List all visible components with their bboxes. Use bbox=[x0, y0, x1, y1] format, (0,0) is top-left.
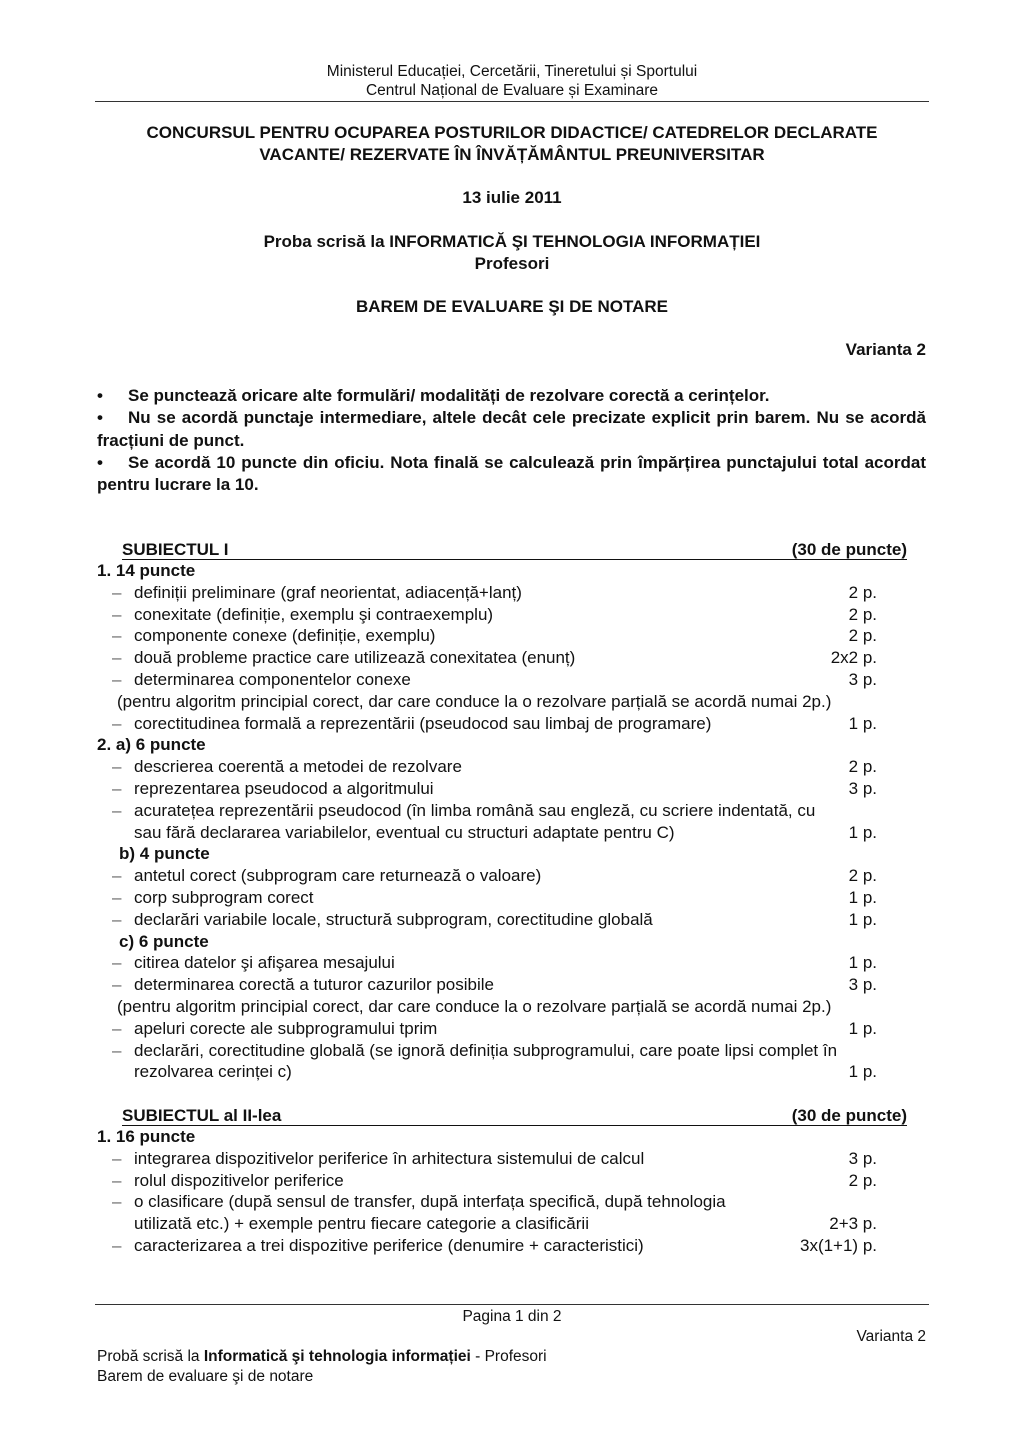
criterion-points: 3x(1+1) p. bbox=[799, 1235, 877, 1255]
scoring-item bbox=[97, 1061, 926, 1083]
criterion-points: 2 p. bbox=[848, 1170, 877, 1190]
criterion-text: citirea datelor şi afişarea mesajului bbox=[134, 953, 395, 973]
criterion-points: 2 p. bbox=[848, 626, 877, 646]
criterion-text: antetul corect (subprogram care returnează o valoare) bbox=[134, 866, 542, 886]
scoring-item bbox=[97, 778, 926, 800]
criterion-points: 3 p. bbox=[848, 669, 877, 689]
scoring-item bbox=[97, 669, 926, 691]
criterion-text: apeluri corecte ale subprogramului tprim bbox=[134, 1018, 438, 1038]
scoring-item bbox=[97, 756, 926, 778]
title-line-1: CONCURSUL PENTRU OCUPAREA POSTURILOR DIDACTICE/ CATEDRELOR DECLARATE bbox=[146, 123, 878, 142]
scoring-item bbox=[97, 1040, 926, 1062]
dash-bullet-icon: – bbox=[112, 1170, 122, 1190]
exam-date: 13 iulie 2011 bbox=[462, 188, 562, 207]
scoring-item bbox=[97, 974, 926, 996]
scoring-item bbox=[97, 1191, 926, 1213]
dash-bullet-icon: – bbox=[112, 669, 122, 689]
criterion-text: rezolvarea cerinței c) bbox=[134, 1062, 292, 1082]
criterion-points: 2 p. bbox=[848, 866, 877, 886]
criterion-points: 2x2 p. bbox=[830, 648, 877, 668]
criterion-text: corp subprogram corect bbox=[134, 887, 314, 907]
criterion-points: 3 p. bbox=[848, 778, 877, 798]
criterion-text: definiții preliminare (graf neorientat, adiacență+lanț) bbox=[134, 582, 522, 602]
criterion-points: 1 p. bbox=[848, 953, 877, 973]
scoring-note: (pentru algoritm principial corect, dar care conduce la o rezolvare parțială se acordă numai 2p.) bbox=[117, 996, 832, 1016]
exam-subject: Proba scrisă la INFORMATICĂ ŞI TEHNOLOGIA INFORMAȚIEI bbox=[263, 232, 761, 251]
title-line-2: VACANTE/ REZERVATE ÎN ÎNVĂȚĂMÂNTUL PREUNIVERSITAR bbox=[259, 145, 765, 164]
criterion-text: caracterizarea a trei dispozitive periferice (denumire + caracteristici) bbox=[134, 1235, 644, 1255]
section-subiectul-2 bbox=[97, 1105, 926, 1257]
footer-variant: Varianta 2 bbox=[856, 1328, 926, 1345]
dash-bullet-icon: – bbox=[112, 975, 122, 995]
section-title: SUBIECTUL al II-lea bbox=[122, 1106, 282, 1125]
dash-bullet-icon: – bbox=[112, 648, 122, 668]
criterion-text: conexitate (definiție, exemplu şi contraexemplu) bbox=[134, 604, 494, 624]
center-name: Centrul Național de Evaluare și Examinare bbox=[365, 82, 659, 99]
document-type: BAREM DE EVALUARE ŞI DE NOTARE bbox=[355, 297, 668, 316]
section-subiectul-1 bbox=[97, 539, 926, 1083]
criterion-text: utilizată etc.) + exemple pentru fiecare categorie a clasificării bbox=[134, 1214, 589, 1234]
criterion-points: 3 p. bbox=[848, 975, 877, 995]
footer-rule bbox=[95, 1304, 929, 1305]
dash-bullet-icon: – bbox=[112, 887, 122, 907]
criterion-text: componente conexe (definiție, exemplu) bbox=[134, 626, 436, 646]
ministry-name: Ministerul Educației, Cercetării, Tineretului și Sportului bbox=[326, 63, 698, 80]
criterion-points: 2+3 p. bbox=[829, 1214, 877, 1234]
item-heading: c) 6 puncte bbox=[119, 931, 209, 951]
criterion-points: 1 p. bbox=[848, 1062, 877, 1082]
exam-audience: Profesori bbox=[474, 254, 550, 273]
dash-bullet-icon: – bbox=[112, 604, 122, 624]
dash-bullet-icon: – bbox=[112, 800, 122, 820]
variant-label: Varianta 2 bbox=[845, 340, 926, 359]
section-heading bbox=[122, 1105, 907, 1126]
scoring-item bbox=[97, 1213, 926, 1235]
criterion-points: 1 p. bbox=[848, 822, 877, 842]
criterion-text: determinarea corectă a tuturor cazurilor posibile bbox=[134, 975, 495, 995]
dash-bullet-icon: – bbox=[112, 1235, 122, 1255]
footer-line-2: Barem de evaluare şi de notare bbox=[97, 1368, 314, 1385]
scoring-item bbox=[97, 1148, 926, 1170]
instruction-item: • Se acordă 10 puncte din oficiu. Nota finală se calculează prin împărțirea punctajului total acordat pentru lucrare la 10. bbox=[97, 452, 926, 495]
scoring-item bbox=[97, 909, 926, 931]
section-title: SUBIECTUL I bbox=[122, 540, 229, 559]
scoring-item bbox=[97, 822, 926, 844]
dash-bullet-icon: – bbox=[112, 582, 122, 602]
dash-bullet-icon: – bbox=[112, 909, 122, 929]
item-heading: b) 4 puncte bbox=[119, 844, 210, 864]
instructions-list bbox=[97, 385, 926, 496]
item-heading: 1. 14 puncte bbox=[97, 561, 196, 580]
header-rule bbox=[95, 101, 929, 102]
item-heading: 2. a) 6 puncte bbox=[97, 735, 206, 755]
dash-bullet-icon: – bbox=[112, 713, 122, 733]
criterion-points: 2 p. bbox=[848, 757, 877, 777]
scoring-item bbox=[97, 1170, 926, 1192]
instruction-item: • Nu se acordă punctaje intermediare, altele decât cele precizate explicit prin barem. Nu se acordă fracțiuni de punct. bbox=[97, 408, 926, 450]
criterion-text: determinarea componentelor conexe bbox=[134, 669, 411, 689]
criterion-text: rolul dispozitivelor periferice bbox=[134, 1170, 344, 1190]
section-heading bbox=[122, 539, 907, 560]
criterion-text: o clasificare (după sensul de transfer, după interfața specifică, după tehnologia bbox=[134, 1192, 726, 1212]
scoring-item bbox=[97, 800, 926, 822]
criterion-points: 1 p. bbox=[848, 1018, 877, 1038]
criterion-text: două probleme practice care utilizează conexitatea (enunț) bbox=[134, 648, 576, 668]
criterion-points: 2 p. bbox=[848, 582, 877, 602]
criterion-text: declarări, corectitudine globală (se ignoră definiția subprogramului, care poate lipsi complet în bbox=[134, 1040, 838, 1060]
scoring-item bbox=[97, 713, 926, 735]
instruction-item: • Se punctează oricare alte formulări/ modalități de rezolvare corectă a cerințelor. bbox=[97, 386, 770, 405]
footer-line-1: Probă scrisă la Informatică şi tehnologia informației - Profesori bbox=[97, 1348, 547, 1365]
criterion-text: declarări variabile locale, structură subprogram, corectitudine globală bbox=[134, 909, 653, 929]
scoring-item bbox=[97, 604, 926, 626]
dash-bullet-icon: – bbox=[112, 953, 122, 973]
dash-bullet-icon: – bbox=[112, 626, 122, 646]
dash-bullet-icon: – bbox=[112, 1192, 122, 1212]
scoring-item bbox=[97, 1235, 926, 1257]
criterion-text: acuratețea reprezentării pseudocod (în limba română sau engleză, cu scriere indentată, cu bbox=[134, 800, 816, 820]
criterion-points: 1 p. bbox=[848, 887, 877, 907]
scoring-item bbox=[97, 887, 926, 909]
scoring-note: (pentru algoritm principial corect, dar care conduce la o rezolvare parțială se acordă numai 2p.) bbox=[117, 691, 832, 711]
section-points: (30 de puncte) bbox=[791, 1106, 907, 1125]
criterion-points: 1 p. bbox=[848, 909, 877, 929]
scoring-item bbox=[97, 625, 926, 647]
dash-bullet-icon: – bbox=[112, 778, 122, 798]
scoring-item bbox=[97, 1018, 926, 1040]
criterion-text: descrierea coerentă a metodei de rezolvare bbox=[134, 757, 462, 777]
dash-bullet-icon: – bbox=[112, 1040, 122, 1060]
section-points: (30 de puncte) bbox=[791, 540, 907, 559]
criterion-points: 3 p. bbox=[848, 1148, 877, 1168]
criterion-points: 2 p. bbox=[848, 604, 877, 624]
dash-bullet-icon: – bbox=[112, 866, 122, 886]
scoring-item bbox=[97, 952, 926, 974]
criterion-text: sau fără declararea variabilelor, eventual cu structuri adaptate pentru C) bbox=[134, 822, 675, 842]
criterion-text: integrarea dispozitivelor periferice în arhitectura sistemului de calcul bbox=[134, 1148, 645, 1168]
dash-bullet-icon: – bbox=[112, 1148, 122, 1168]
dash-bullet-icon: – bbox=[112, 1018, 122, 1038]
criterion-text: reprezentarea pseudocod a algoritmului bbox=[134, 778, 434, 798]
scoring-item bbox=[97, 647, 926, 669]
criterion-points: 1 p. bbox=[848, 713, 877, 733]
item-heading: 1. 16 puncte bbox=[97, 1127, 196, 1146]
scoring-item bbox=[97, 865, 926, 887]
scoring-item bbox=[97, 582, 926, 604]
dash-bullet-icon: – bbox=[112, 757, 122, 777]
criterion-text: corectitudinea formală a reprezentării (pseudocod sau limbaj de programare) bbox=[134, 713, 712, 733]
page-number: Pagina 1 din 2 bbox=[462, 1308, 562, 1325]
